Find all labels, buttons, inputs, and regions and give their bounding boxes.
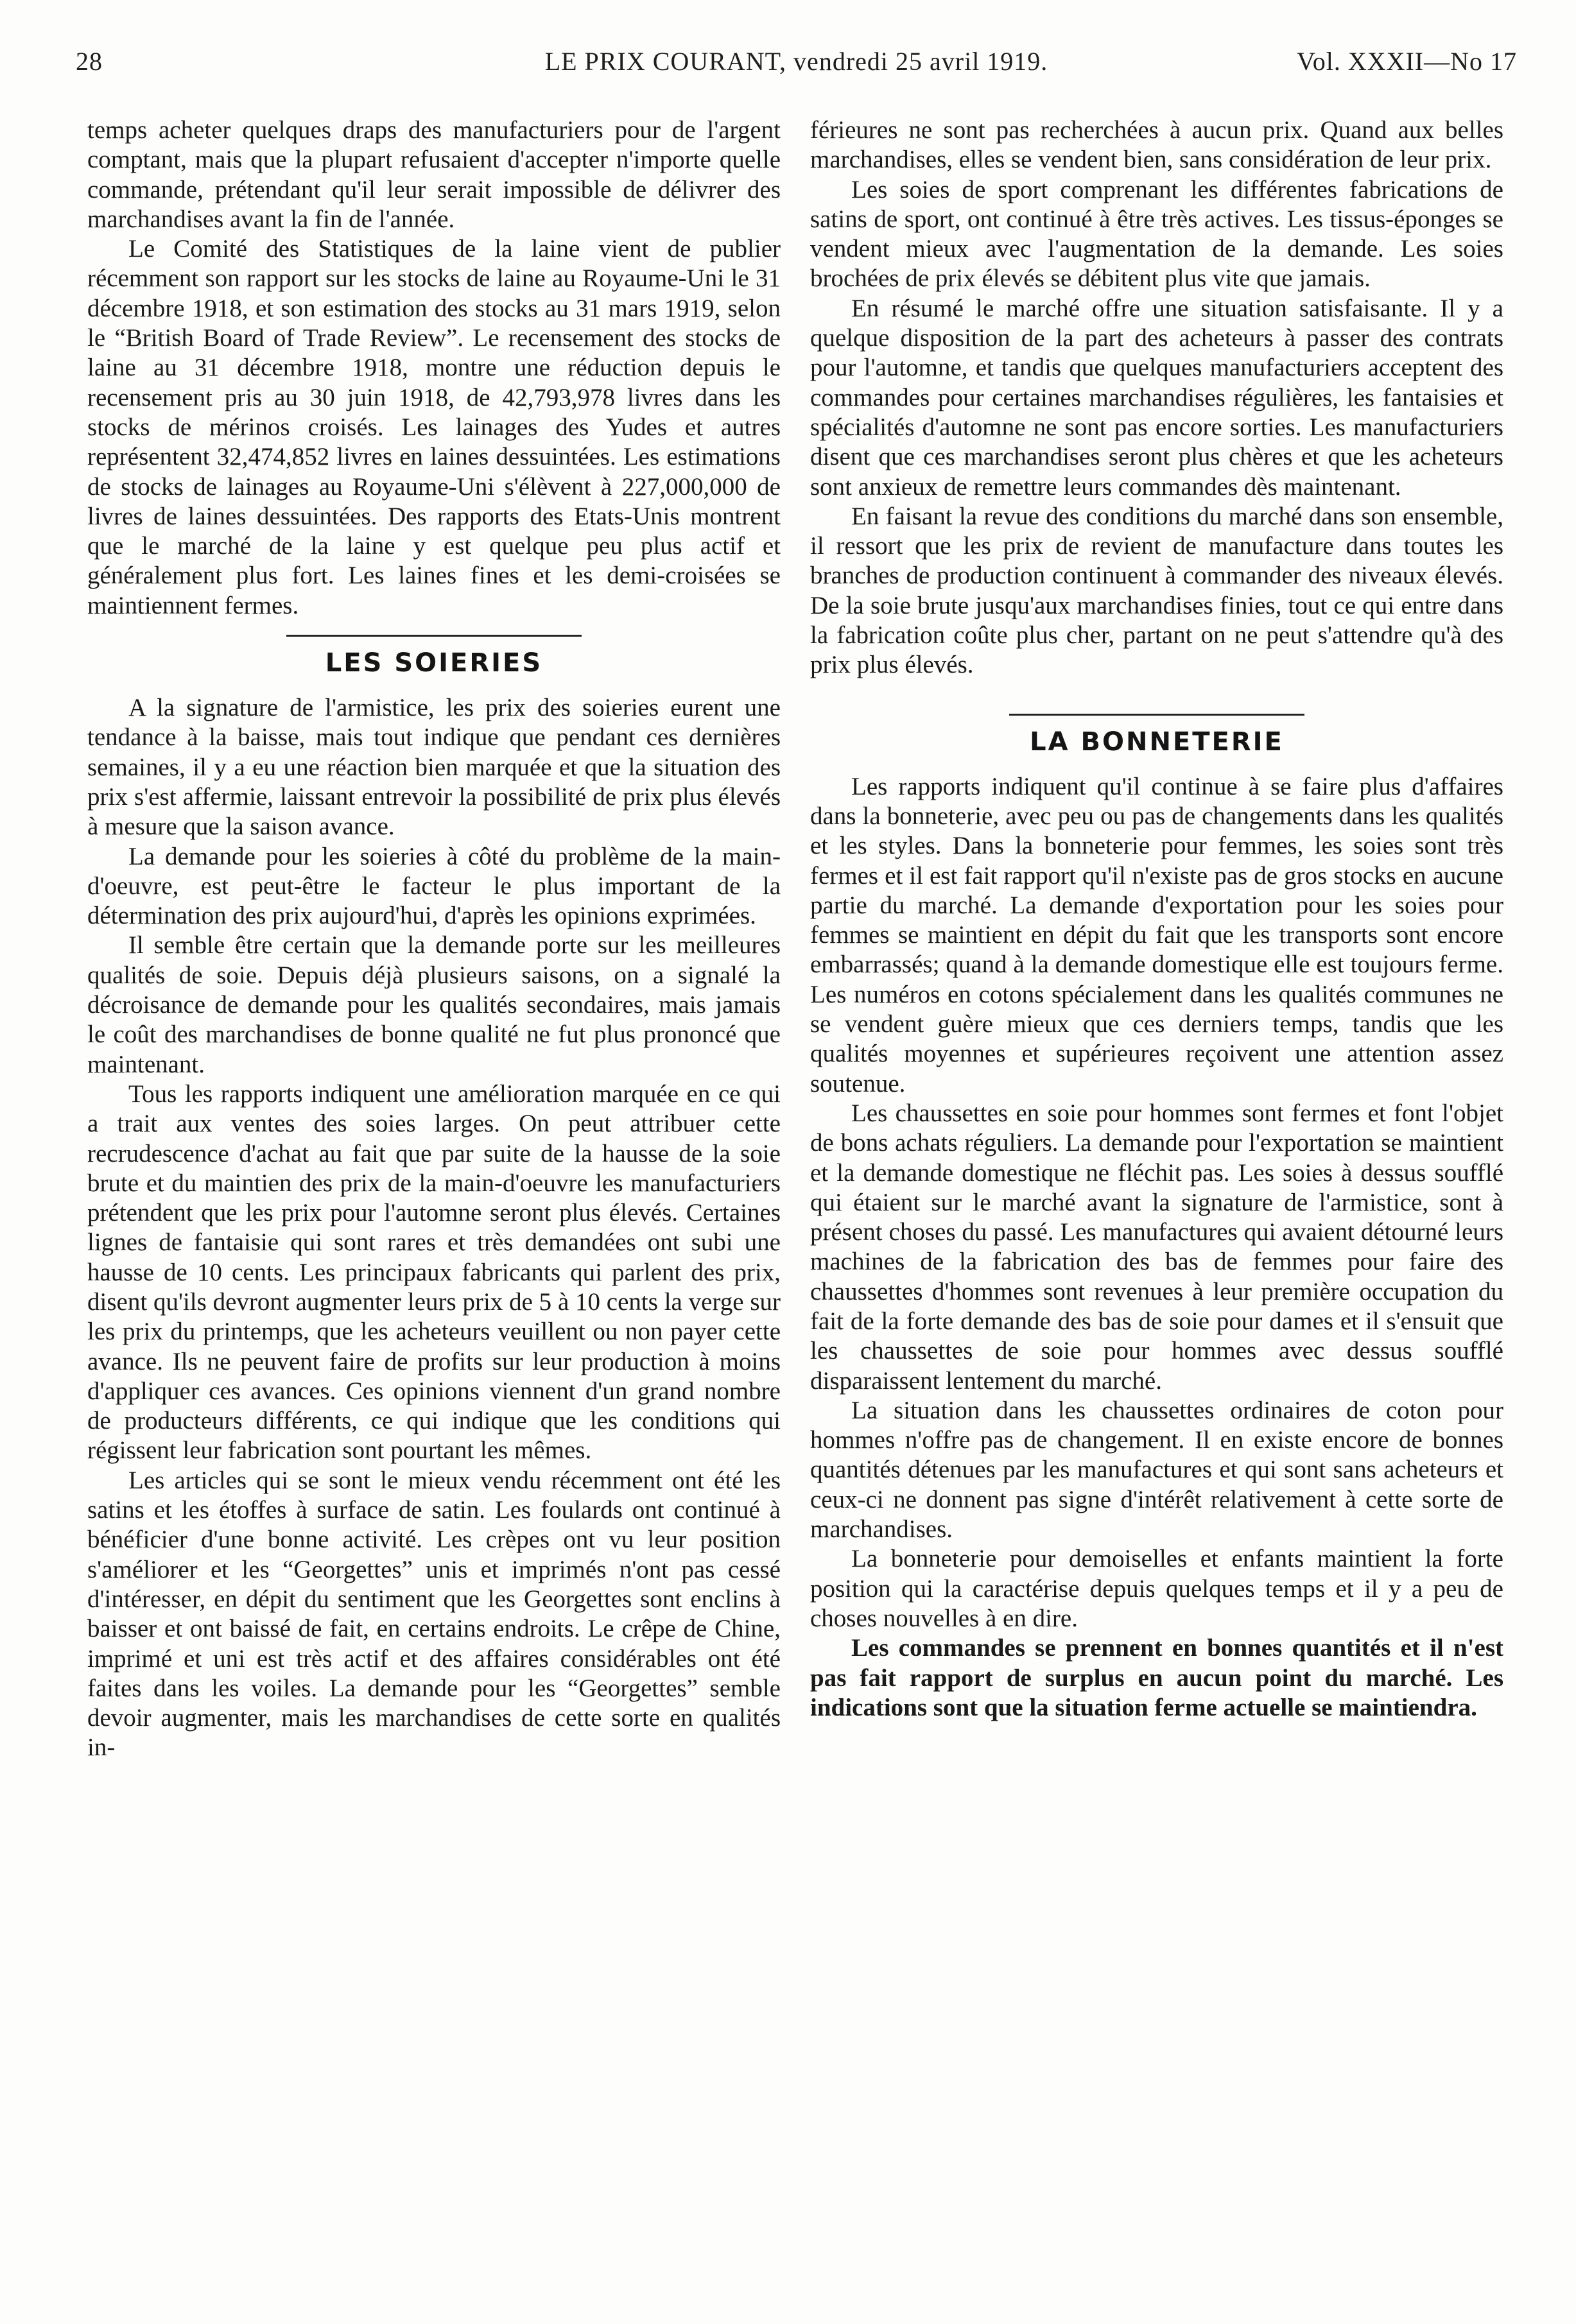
paragraph: Le Comité des Statistiques de la laine vient de publier récemment son rapport sur les stocks de laine au Royaume-Uni le 31 décembre 1918, et son estimation des stocks au 31 mars 1919, selon le “British Board of Trade Review”. Le recensement des stocks de laine au 31 décembre 1918, montre une réduction depuis le recensement pris au 30 juin 1918, de 42,793,978 livres dans les stocks de mérinos croisés. Les lainages des Yudes et autres représentent 32,474,852 livres en laines dessuintées. Les estimations de stocks de lainages au Royaume-Uni s'élèvent à 227,000,000 de livres de laines dessuintées. Des rapports des Etats-Unis montrent que le marché de la laine y est quelque peu plus actif et généralement plus fort. Les laines fines et les demi-croisées se maintiennent fermes. bbox=[87, 235, 781, 619]
paragraph: Il semble être certain que la demande porte sur les meilleures qualités de soie. Depuis déjà plusieurs saisons, on a signalé la décroisance de demande pour les qualités secondaires, mais jamais le coût des marchandises de bonne qualité ne fut plus prononcé que maintenant. bbox=[87, 931, 781, 1078]
publication-title: LE PRIX COURANT, vendredi 25 avril 1919. bbox=[544, 47, 1048, 76]
right-column bbox=[810, 116, 1503, 1723]
section-title: LA BONNETERIE bbox=[1030, 727, 1284, 757]
page-number: 28 bbox=[76, 47, 103, 76]
section-title: LES SOIERIES bbox=[325, 648, 543, 678]
running-head bbox=[76, 46, 1517, 85]
paragraph: Les chaussettes en soie pour hommes sont fermes et font l'objet de bons achats réguliers. La demande pour l'exportation se maintient et la demande domestique ne fléchit pas. Les soies à dessus soufflé qui étaient sur le marché avant la signature de l'armistice, sont à présent choses du passé. Les manufactures qui avaient détourné leurs machines de la fabrication des bas de femmes pour faire des chaussettes d'hommes sont revenues à leur première occupation du fait de la forte demande des bas de soie pour dames et il s'ensuit que les chaussettes de soie pour hommes avec dessus soufflé disparaissent lentement du marché. bbox=[810, 1099, 1503, 1395]
section-header-bonneterie bbox=[810, 714, 1503, 759]
paragraph: En résumé le marché offre une situation satisfaisante. Il y a quelque disposition de la part des acheteurs à passer des contrats pour l'automne, et tandis que quelques manufacturiers acceptent des commandes pour certaines marchandises régulières, les fantaisies et spécialités d'automne ne sont pas encore sorties. Les manufacturiers disent que ces marchandises seront plus chères et que les acheteurs sont anxieux de remettre leurs commandes dès maintenant. bbox=[810, 294, 1503, 501]
paragraph: Les articles qui se sont le mieux vendu récemment ont été les satins et les étoffes à surface de satin. Les foulards ont continué à bénéficier d'une bonne activité. Les crèpes ont vu leur position s'améliorer et les “Georgettes” unis et imprimés n'ont pas cessé d'intéresser, en dépit du sentiment que les Georgettes sont enclins à baisser et ont baissé de fait, en certains endroits. Le crêpe de Chine, imprimé et uni est très actif et des affaires considérables ont été faites dans les voiles. La demande pour les “Georgettes” semble devoir augmenter, mais les marchandises de cette sorte en qualités in- bbox=[87, 1466, 781, 1762]
section-rule bbox=[1009, 714, 1304, 716]
section-header-soieries bbox=[87, 635, 781, 680]
paragraph: Les rapports indiquent qu'il continue à se faire plus d'affaires dans la bonneterie, avec peu ou pas de changements dans les qualités et les styles. Dans la bonneterie pour femmes, les soies sont très fermes et il est fait rapport qu'il n'existe pas de gros stocks en aucune partie du marché. La demande d'exportation pour les soies pour femmes se maintient en dépit du fait que les transports sont encore embarrassés; quand à la demande domestique elle est toujours ferme. Les numéros en cotons spécialement dans les qualités communes ne se vendent guère mieux que ces derniers temps, tandis que les qualités moyennes et supérieures reçoivent une attention assez soutenue. bbox=[810, 772, 1503, 1097]
paragraph: temps acheter quelques draps des manufacturiers pour de l'argent comptant, mais que la plupart refusaient d'accepter n'importe quelle commande, prétendant qu'il leur serait impossible de délivrer des marchandises avant la fin de l'année. bbox=[87, 116, 781, 233]
paragraph: La situation dans les chaussettes ordinaires de coton pour hommes n'offre pas de changement. Il en existe encore de bonnes quantités détenues par les manufactures et qui sont sans acheteurs et ceux-ci ne donnent pas signe d'intérêt relativement à cette sorte de marchandises. bbox=[810, 1396, 1503, 1544]
left-column bbox=[87, 116, 781, 1763]
paragraph: Les commandes se prennent en bonnes quantités et il n'est pas fait rapport de surplus en aucun point du marché. Les indications sont que la situation ferme actuelle se maintiendra. bbox=[810, 1634, 1503, 1721]
paragraph: La bonneterie pour demoiselles et enfants maintient la forte position qui la caractérise depuis quelques temps et il y a peu de choses nouvelles à en dire. bbox=[810, 1545, 1503, 1632]
paragraph: Les soies de sport comprenant les différentes fabrications de satins de sport, ont continué à être très actives. Les tissus-éponges se vendent mieux avec l'augmentation de la demande. Les soies brochées de prix élevés se débitent plus vite que jamais. bbox=[810, 175, 1503, 293]
spacer bbox=[810, 680, 1503, 700]
paragraph: férieures ne sont pas recherchées à aucun prix. Quand aux belles marchandises, elles se vendent bien, sans considération de leur prix. bbox=[810, 116, 1503, 174]
paragraph: En faisant la revue des conditions du marché dans son ensemble, il ressort que les prix de revient de manufacture dans toutes les branches de production continuent à commander des niveaux élevés. De la soie brute jusqu'aux marchandises finies, tout ce qui entre dans la fabrication coûte plus cher, partant on ne peut s'attendre qu'à des prix plus élevés. bbox=[810, 502, 1503, 679]
paragraph: La demande pour les soieries à côté du problème de la main-d'oeuvre, est peut-être le facteur le plus important de la détermination des prix aujourd'hui, d'après les opinions exprimées. bbox=[87, 842, 781, 930]
paragraph: A la signature de l'armistice, les prix des soieries eurent une tendance à la baisse, mais tout indique que pendant ces dernières semaines, il y a eu une réaction bien marquée et que la situation des prix s'est affermie, laissant entrevoir la possibilité de prix plus élevés à mesure que la saison avance. bbox=[87, 694, 781, 841]
paragraph: Tous les rapports indiquent une amélioration marquée en ce qui a trait aux ventes des soies larges. On peut attribuer cette recrudescence d'achat au fait que par suite de la hausse de la soie brute et du maintien des prix de la main-d'oeuvre les manufacturiers prétendent que les prix pour l'automne seront plus élevés. Certaines lignes de fantaisie qui sont rares et très demandées ont subi une hausse de 10 cents. Les principaux fabricants qui parlent des prix, disent qu'ils devront augmenter leurs prix de 5 à 10 cents la verge sur les prix du printemps, que les acheteurs veuillent ou non payer cette avance. Ils ne peuvent faire de profits sur leur production à moins d'appliquer ces avances. Ces opinions viennent d'un grand nombre de producteurs différents, ce qui indique que les conditions qui régissent leur fabrication sont pourtant les mêmes. bbox=[87, 1080, 781, 1465]
volume-number: Vol. XXXII—No 17 bbox=[1296, 47, 1517, 76]
section-rule bbox=[286, 635, 582, 637]
